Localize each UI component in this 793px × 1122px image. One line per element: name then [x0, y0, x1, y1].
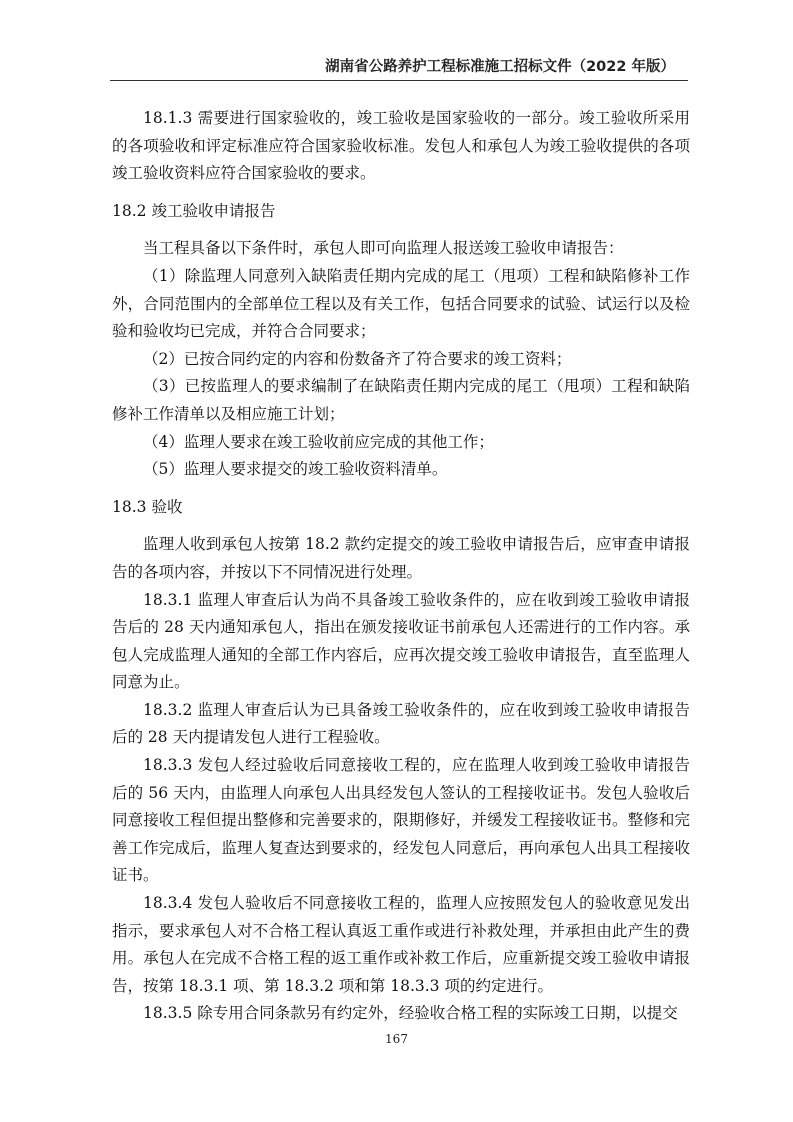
- clause-18-3-3: 18.3.3 发包人经过验收后同意接收工程的，应在监理人收到竣工验收申请报告后的 56 天内，由监理人向承包人出具经发包人签认的工程接收证书。发包人验收后同意接收工程但提出整修和完善要求的，限期修好，并缓发工程接收证书。整修和完善工作完成后，监理人复查达到要求的，经发包人同意后，再向承包人出具工程接收证书。: [112, 756, 690, 885]
- condition-item-2: （2）已按合同约定的内容和份数备齐了符合要求的竣工资料；: [143, 349, 572, 368]
- clause-18-1-3: 18.1.3 需要进行国家验收的，竣工验收是国家验收的一部分。竣工验收所采用的各项验收和评定标准应符合国家验收标准。发包人和承包人为竣工验收提供的各项竣工验收资料应符合国家验收的要求。: [112, 109, 690, 183]
- section-heading-18-2: 18.2 竣工验收申请报告: [112, 201, 276, 220]
- page-number: 167: [385, 1032, 408, 1046]
- clause-18-3-2: 18.3.2 监理人审查后认为已具备竣工验收条件的，应在收到竣工验收申请报告后的 28 天内提请发包人进行工程验收。: [112, 700, 690, 747]
- condition-item-1: （1）除监理人同意列入缺陷责任期内完成的尾工（甩项）工程和缺陷修补工作外，合同范围内的全部单位工程以及有关工作，包括合同要求的试验、试运行以及检验和验收均已完成，并符合合同要求；: [112, 266, 690, 341]
- document-body: [112, 105, 690, 1028]
- condition-item-4: （4）监理人要求在竣工验收前应完成的其他工作；: [143, 432, 494, 451]
- clause-18-3-4: 18.3.4 发包人验收后不同意接收工程的，监理人应按照发包人的验收意见发出指示，要求承包人对不合格工程认真返工重作或进行补救处理，并承担由此产生的费用。承包人在完成不合格工程的返工重作或补救工作后，应重新提交竣工验收申请报告，按第 18.3.1 项、第 18.3.2 项和第 18.3.3 项的约定进行。: [112, 894, 690, 995]
- running-header-title: 湖南省公路养护工程标准施工招标文件（2022 年版）: [325, 59, 675, 75]
- clause-18-3-5: 18.3.5 除专用合同条款另有约定外，经验收合格工程的实际竣工日期，以提交: [143, 1004, 678, 1023]
- condition-item-5: （5）监理人要求提交的竣工验收资料清单。: [143, 460, 448, 479]
- header-divider: [110, 80, 688, 81]
- section-18-3-intro: 监理人收到承包人按第 18.2 款约定提交的竣工验收申请报告后，应审查申请报告的各项内容，并按以下不同情况进行处理。: [112, 535, 690, 581]
- clause-18-3-1: 18.3.1 监理人审查后认为尚不具备竣工验收条件的，应在收到竣工验收申请报告后的 28 天内通知承包人，指出在颁发接收证书前承包人还需进行的工作内容。承包人完成监理人通知的全部工作内容后，应再次提交竣工验收申请报告，直至监理人同意为止。: [112, 590, 690, 692]
- section-18-2-intro: 当工程具备以下条件时，承包人即可向监理人报送竣工验收申请报告：: [143, 239, 624, 258]
- condition-item-3: （3）已按监理人的要求编制了在缺陷责任期内完成的尾工（甩项）工程和缺陷修补工作清单以及相应施工计划；: [112, 377, 690, 423]
- section-heading-18-3: 18.3 验收: [112, 497, 183, 516]
